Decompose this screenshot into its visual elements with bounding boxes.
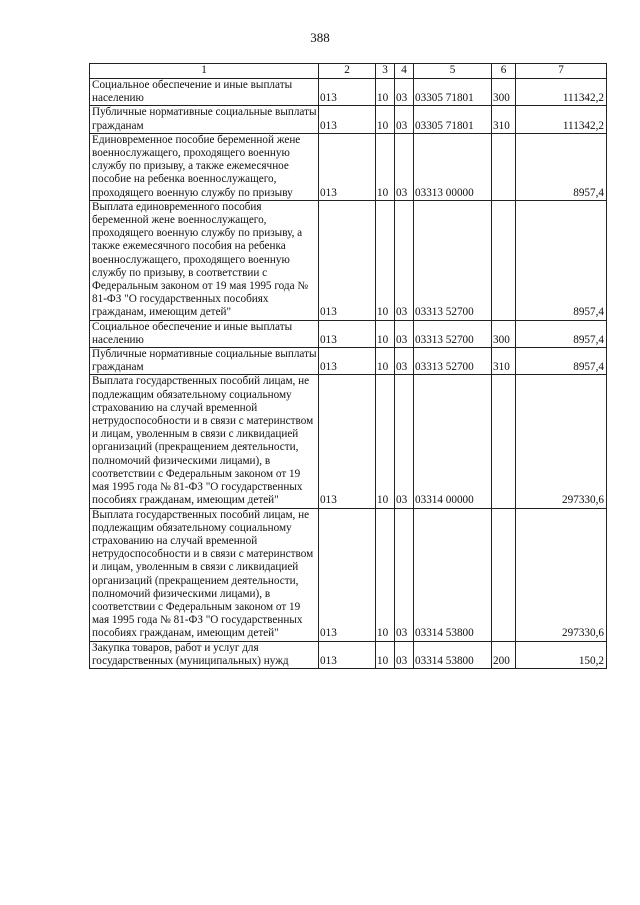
row-description: Выплата государственных пособий лицам, не подлежащим обязательному социальному страхованию на случай временной нетрудоспособности и в связи с материнством и лицам, уволенным в связи с ликвидацией организаций (прекращением деятельности, полномочий физическими лицами), в соответствии с Федеральным законом от 19 мая 1995 года № 81-ФЗ "О государственных пособиях гражданам, имеющим детей": [90, 508, 319, 641]
col-header-7: 7: [516, 64, 607, 79]
admin-code-cell: 013: [319, 106, 376, 133]
expense-type-cell: 310: [492, 106, 516, 133]
table-row: [90, 106, 607, 133]
admin-code-cell: 013: [319, 508, 376, 641]
table-row: [90, 79, 607, 106]
expense-type-cell: 200: [492, 641, 516, 668]
expense-type-cell: 310: [492, 348, 516, 375]
amount-cell: 8957,4: [516, 348, 607, 375]
row-description: Единовременное пособие беременной жене военнослужащего, проходящего военную службу по призыву, а также ежемесячное пособие на ребенка военнослужащего, проходящего военную службу по призыву: [90, 133, 319, 200]
row-description: Социальное обеспечение и иные выплаты населению: [90, 320, 319, 347]
section-cell: 10: [376, 641, 395, 668]
section-cell: 10: [376, 133, 395, 200]
target-article-cell: 03313 52700: [414, 348, 492, 375]
table-row: [90, 200, 607, 320]
table-row: [90, 348, 607, 375]
amount-cell: 111342,2: [516, 79, 607, 106]
subsection-cell: 03: [395, 508, 414, 641]
row-description: Публичные нормативные социальные выплаты гражданам: [90, 106, 319, 133]
col-header-1: 1: [90, 64, 319, 79]
section-cell: 10: [376, 375, 395, 508]
row-description: Публичные нормативные социальные выплаты гражданам: [90, 348, 319, 375]
header-row: [90, 64, 607, 79]
section-cell: 10: [376, 79, 395, 106]
target-article-cell: 03314 00000: [414, 375, 492, 508]
expense-type-cell: 300: [492, 79, 516, 106]
section-cell: 10: [376, 320, 395, 347]
amount-cell: 111342,2: [516, 106, 607, 133]
amount-cell: 150,2: [516, 641, 607, 668]
target-article-cell: 03313 00000: [414, 133, 492, 200]
target-article-cell: 03313 52700: [414, 200, 492, 320]
subsection-cell: 03: [395, 106, 414, 133]
admin-code-cell: 013: [319, 79, 376, 106]
table-row: [90, 133, 607, 200]
table-row: [90, 641, 607, 668]
admin-code-cell: 013: [319, 133, 376, 200]
row-description: Выплата государственных пособий лицам, не подлежащим обязательному социальному страхованию на случай временной нетрудоспособности и в связи с материнством и лицам, уволенным в связи с ликвидацией организаций (прекращением деятельности, полномочий физическими лицами), в соответствии с Федеральным законом от 19 мая 1995 года № 81-ФЗ "О государственных пособиях гражданам, имеющим детей": [90, 375, 319, 508]
subsection-cell: 03: [395, 641, 414, 668]
target-article-cell: 03313 52700: [414, 320, 492, 347]
amount-cell: 297330,6: [516, 508, 607, 641]
subsection-cell: 03: [395, 200, 414, 320]
admin-code-cell: 013: [319, 200, 376, 320]
amount-cell: 8957,4: [516, 320, 607, 347]
section-cell: 10: [376, 106, 395, 133]
admin-code-cell: 013: [319, 375, 376, 508]
section-cell: 10: [376, 200, 395, 320]
row-description: Социальное обеспечение и иные выплаты населению: [90, 79, 319, 106]
subsection-cell: 03: [395, 133, 414, 200]
section-cell: 10: [376, 508, 395, 641]
subsection-cell: 03: [395, 375, 414, 508]
amount-cell: 297330,6: [516, 375, 607, 508]
expense-type-cell: [492, 375, 516, 508]
table-row: [90, 508, 607, 641]
expense-type-cell: [492, 200, 516, 320]
page-number: 388: [310, 30, 330, 45]
budget-table: [89, 63, 607, 669]
table-body: [90, 79, 607, 669]
expense-type-cell: [492, 133, 516, 200]
subsection-cell: 03: [395, 348, 414, 375]
target-article-cell: 03305 71801: [414, 79, 492, 106]
amount-cell: 8957,4: [516, 200, 607, 320]
amount-cell: 8957,4: [516, 133, 607, 200]
col-header-3: 3: [376, 64, 395, 79]
col-header-2: 2: [319, 64, 376, 79]
expense-type-cell: 300: [492, 320, 516, 347]
target-article-cell: 03314 53800: [414, 508, 492, 641]
row-description: Выплата единовременного пособия беременной жене военнослужащего, проходящего военную службу по призыву, а также ежемесячного пособия на ребенка военнослужащего, проходящего военную службу по призыву, в соответствии с Федеральным законом от 19 мая 1995 года № 81-ФЗ "О государственных пособиях гражданам, имеющим детей": [90, 200, 319, 320]
col-header-6: 6: [492, 64, 516, 79]
admin-code-cell: 013: [319, 641, 376, 668]
target-article-cell: 03314 53800: [414, 641, 492, 668]
col-header-4: 4: [395, 64, 414, 79]
subsection-cell: 03: [395, 79, 414, 106]
admin-code-cell: 013: [319, 348, 376, 375]
section-cell: 10: [376, 348, 395, 375]
row-description: Закупка товаров, работ и услуг для государственных (муниципальных) нужд: [90, 641, 319, 668]
admin-code-cell: 013: [319, 320, 376, 347]
table-row: [90, 375, 607, 508]
col-header-5: 5: [414, 64, 492, 79]
expense-type-cell: [492, 508, 516, 641]
subsection-cell: 03: [395, 320, 414, 347]
table-row: [90, 320, 607, 347]
target-article-cell: 03305 71801: [414, 106, 492, 133]
